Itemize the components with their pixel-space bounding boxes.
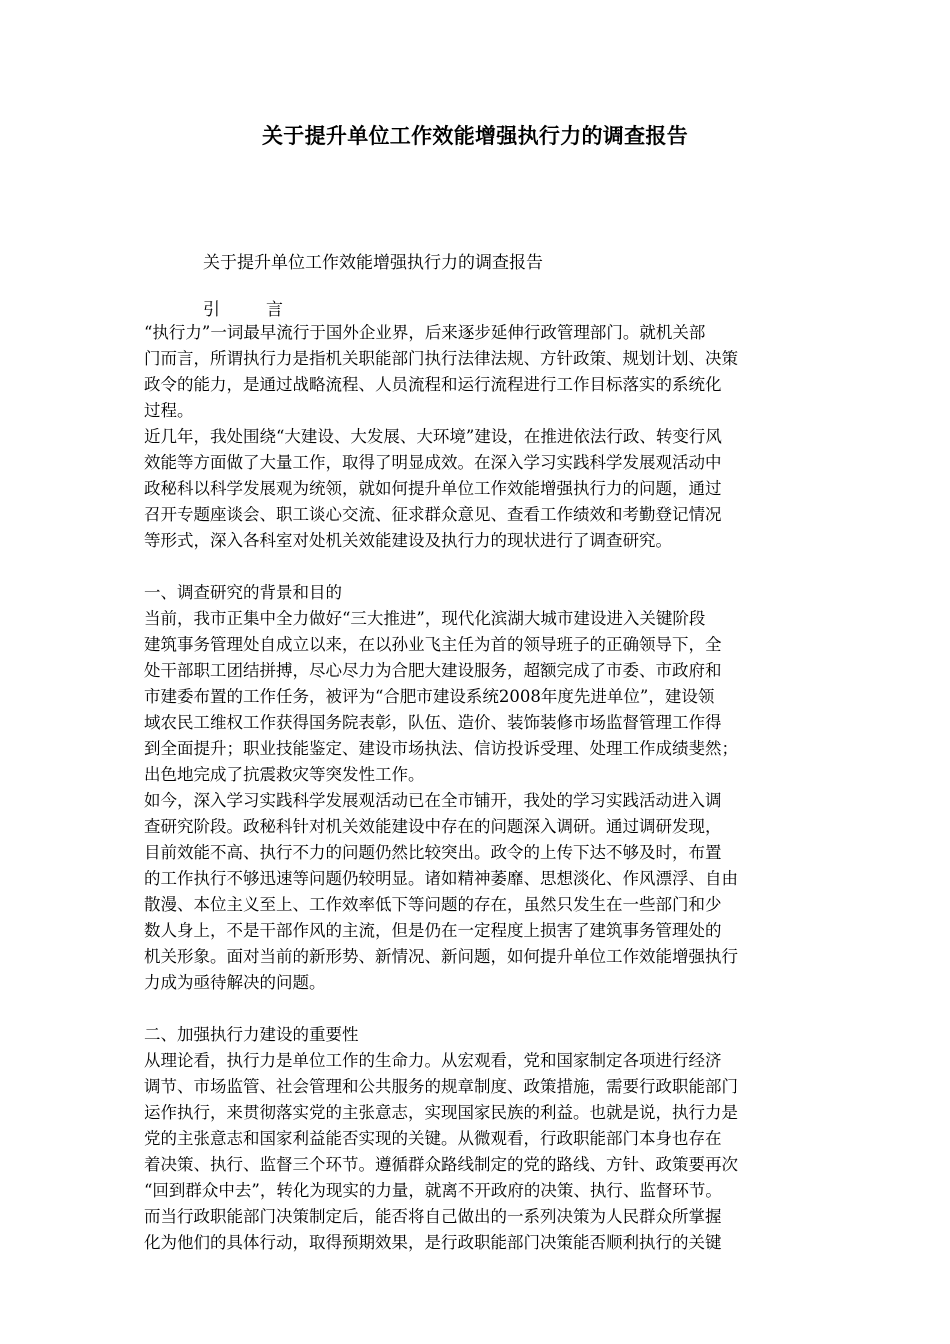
intro-heading-char-1: 引 xyxy=(203,300,220,320)
paragraph-definition: “执行力”一词最早流行于国外企业界，后来逐步延伸行政管理部门。就机关部 门而言，所谓执行力是指机关职能部门执行法律法规、方针政策、规划计划、决策 政令的能力，是通过战略流程、人员流程和运行流程进行工作目标落实的系统化 过程。 xyxy=(144,323,738,420)
document-title: 关于提升单位工作效能增强执行力的调查报告 xyxy=(262,124,688,148)
document-body xyxy=(144,320,809,1256)
section-heading-importance: 二、加强执行力建设的重要性 xyxy=(144,1025,359,1044)
document-subtitle: 关于提升单位工作效能增强执行力的调查报告 xyxy=(203,253,543,273)
section-heading-background: 一、调查研究的背景和目的 xyxy=(144,583,342,602)
paragraph-research-findings: 如今，深入学习实践科学发展观活动已在全市铺开，我处的学习实践活动进入调 查研究阶段。政秘科针对机关效能建设中存在的问题深入调研。通过调研发现， 目前效能不高、执行不力的问题仍然比较突出。政令的上传下达不够及时，布置 的工作执行不够迅速等问题仍较明显。诸如精神萎靡、思想淡化、作风漂浮、自由 散漫、本位主义至上、工作效率低下等问题的存在，虽然只发生在一些部门和少 数人身上，不是干部作风的主流，但是仍在一定程度上损害了建筑事务管理处的 机关形象。面对当前的新形势、新情况、新问题，如何提升单位工作效能增强执行 力成为亟待解决的问题。 xyxy=(144,791,738,992)
paragraph-spacer xyxy=(144,554,809,580)
intro-heading-char-2: 言 xyxy=(266,300,283,320)
paragraph-spacer xyxy=(144,996,809,1022)
intro-heading xyxy=(203,298,283,322)
paragraph-current-situation: 当前，我市正集中全力做好“三大推进”，现代化滨湖大城市建设进入关键阶段 建筑事务管理处自成立以来，在以孙业飞主任为首的领导班子的正确领导下，全 处干部职工团结拼搏，尽心尽力为合肥大建设服务，超额完成了市委、市政府和 市建委布置的工作任务，被评为“合肥市建设系统2008年度先进单位”，建设领 域农民工维权工作获得国务院表彰，队伍、造价、装饰装修市场监督管理工作得 到全面提升；职业技能鉴定、建设市场执法、信访投诉受理、处理工作成绩斐然； 出色地完成了抗震救灾等突发性工作。 xyxy=(144,609,738,784)
paragraph-recent-years: 近几年，我处围绕“大建设、大发展、大环境”建设，在推进依法行政、转变行风 效能等方面做了大量工作，取得了明显成效。在深入学习实践科学发展观活动中 政秘科以科学发展观为统领，就如何提升单位工作效能增强执行力的问题，通过 召开专题座谈会、职工谈心交流、征求群众意见、查看工作绩效和考勤登记情况 等形式，深入各科室对处机关效能建设及执行力的现状进行了调查研究。 xyxy=(144,427,722,550)
paragraph-theory: 从理论看，执行力是单位工作的生命力。从宏观看，党和国家制定各项进行经济 调节、市场监管、社会管理和公共服务的规章制度、政策措施，需要行政职能部门 运作执行，来贯彻落实党的主张意志，实现国家民族的利益。也就是说，执行力是 党的主张意志和国家利益能否实现的关键。从微观看，行政职能部门本身也存在 着决策、执行、监督三个环节。遵循群众路线制定的党的路线、方针、政策要再次 “回到群众中去”，转化为现实的力量，就离不开政府的决策、执行、监督环节。 而当行政职能部门决策制定后，能否将自己做出的一系列决策为人民群众所掌握 化为他们的具体行动，取得预期效果，是行政职能部门决策能否顺利执行的关键 xyxy=(144,1051,738,1252)
